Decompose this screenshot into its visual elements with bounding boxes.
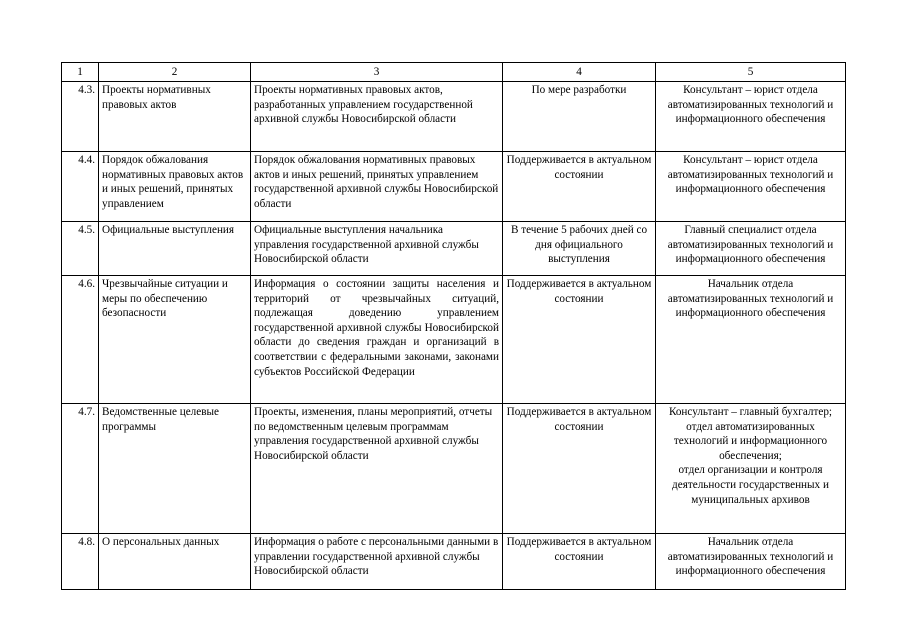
table-row <box>62 152 846 222</box>
responsible: Начальник отдела автоматизированных технологий и информационного обеспечения <box>656 276 846 404</box>
row-number: 4.8. <box>62 534 99 590</box>
update-period: В течение 5 рабочих дней со дня официального выступления <box>503 222 656 276</box>
row-number: 4.5. <box>62 222 99 276</box>
header-cell-5: 5 <box>656 63 846 82</box>
responsible: Главный специалист отдела автоматизированных технологий и информационного обеспечения <box>656 222 846 276</box>
section-content: Официальные выступления начальника управления государственной архивной службы Новосибирской области <box>251 222 503 276</box>
section-name: Ведомственные целевые программы <box>99 404 251 534</box>
table-row <box>62 404 846 534</box>
row-number: 4.3. <box>62 82 99 152</box>
section-name: Чрезвычайные ситуации и меры по обеспечению безопасности <box>99 276 251 404</box>
section-name: Проекты нормативных правовых актов <box>99 82 251 152</box>
responsible-line: Консультант – главный бухгалтер; <box>668 406 833 418</box>
update-period: Поддерживается в актуальном состоянии <box>503 152 656 222</box>
section-name: О персональных данных <box>99 534 251 590</box>
update-period: Поддерживается в актуальном состоянии <box>503 534 656 590</box>
update-period: Поддерживается в актуальном состоянии <box>503 404 656 534</box>
table-row <box>62 534 846 590</box>
responsible: Консультант – юрист отдела автоматизированных технологий и информационного обеспечения <box>656 152 846 222</box>
row-number: 4.7. <box>62 404 99 534</box>
table-row <box>62 82 846 152</box>
section-content: Порядок обжалования нормативных правовых актов и иных решений, принятых управлением государственной архивной службы Новосибирской области <box>251 152 503 222</box>
update-period: Поддерживается в актуальном состоянии <box>503 276 656 404</box>
document-table <box>61 62 846 590</box>
responsible: Консультант – юрист отдела автоматизированных технологий и информационного обеспечения <box>656 82 846 152</box>
table-row <box>62 222 846 276</box>
table-row <box>62 276 846 404</box>
responsible: Начальник отдела автоматизированных технологий и информационного обеспечения <box>656 534 846 590</box>
section-content: Проекты нормативных правовых актов, разработанных управлением государственной архивной службы Новосибирской области <box>251 82 503 152</box>
row-number: 4.4. <box>62 152 99 222</box>
responsible-line: отдел автоматизированных технологий и информационного обеспечения; <box>673 420 828 462</box>
section-content: Информация о работе с персональными данными в управлении государственной архивной службы Новосибирской области <box>251 534 503 590</box>
responsible <box>656 404 846 534</box>
section-content: Проекты, изменения, планы мероприятий, отчеты по ведомственным целевым программам управления государственной архивной службы Новосибирской области <box>251 404 503 534</box>
row-number: 4.6. <box>62 276 99 404</box>
header-row <box>62 63 846 82</box>
section-content: Информация о состоянии защиты населения и территорий от чрезвычайных ситуаций, подлежащая доведению управлением государственной архивной службы Новосибирской области до сведения граждан и организаций в соответствии с федеральными законами, законами субъектов Российской Федерации <box>251 276 503 404</box>
header-cell-4: 4 <box>503 63 656 82</box>
header-cell-3: 3 <box>251 63 503 82</box>
update-period: По мере разработки <box>503 82 656 152</box>
header-cell-2: 2 <box>99 63 251 82</box>
section-name: Порядок обжалования нормативных правовых актов и иных решений, принятых управлением <box>99 152 251 222</box>
header-cell-1: 1 <box>62 63 99 82</box>
responsible-line: отдел организации и контроля деятельности государственных и муниципальных архивов <box>672 464 829 506</box>
section-name: Официальные выступления <box>99 222 251 276</box>
